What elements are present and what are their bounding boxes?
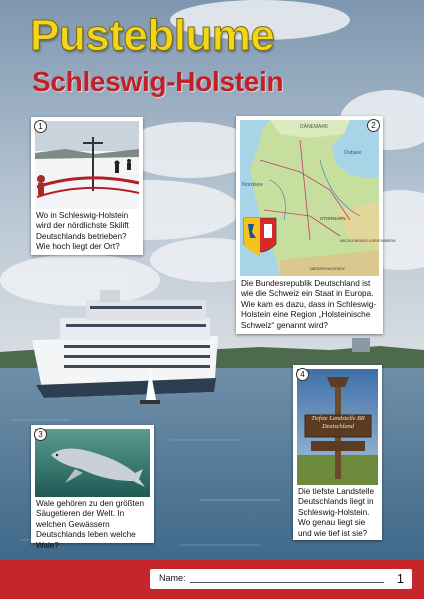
schleswig-holstein-map [240,120,396,276]
question-card-3 [31,425,154,550]
lowest-point-sign-photo [297,369,378,485]
card-number-badge: 2 [367,119,380,132]
map-label-nordsee: Nordsee [242,182,263,188]
question-text: Die tiefste Landstelle Deutschlands liegt in Schleswig-Holstein. Wo genau liegt sie und wie tief ist sie? [298,487,375,538]
page-number: 1 [396,571,404,586]
map-label-ostsee: Ostsee [344,150,362,156]
name-input-line[interactable] [190,582,384,583]
card-number-badge: 1 [34,120,47,133]
question-card-2 [236,116,396,334]
question-text: Die Bundesrepublik Deutschland ist wie die Schweiz ein Staat in Europa. Wie kam es dazu, dass in Schleswig-Holstein eine Region „Holsteinische Schweiz“ genannt wird? [241,279,377,330]
map-label-niedersachsen: NIEDERSACHSEN [310,266,345,271]
porpoise-photo [35,429,150,497]
question-text: Wo in Schleswig-Holstein wird der nördlichste Skilift Deutschlands betrieben? Wie hoch liegt der Ort? [36,211,129,252]
name-label: Name: [159,573,186,583]
question-card-4 [293,365,382,540]
question-card-1 [31,117,143,255]
map-label-mv: MECKLENBURG-VORPOMMERN [340,239,396,243]
page-title: Pusteblume [30,11,275,60]
sign-text: Tiefste Landstelle BR Deutschland [311,415,365,430]
card-number-badge: 3 [34,428,47,441]
name-field-box [150,569,412,589]
ski-lift-photo [35,121,139,209]
page-subtitle: Schleswig-Holstein [32,66,284,97]
map-label-country: DÄNEMARK [300,124,329,130]
footer-bar [0,560,424,599]
card-number-badge: 4 [296,368,309,381]
question-text: Wale gehören zu den größten Säugetieren der Welt. In welchen Gewässern Deutschlands leben welche Wale? [36,499,145,550]
map-label-stormarn: STORMARN [320,216,346,221]
